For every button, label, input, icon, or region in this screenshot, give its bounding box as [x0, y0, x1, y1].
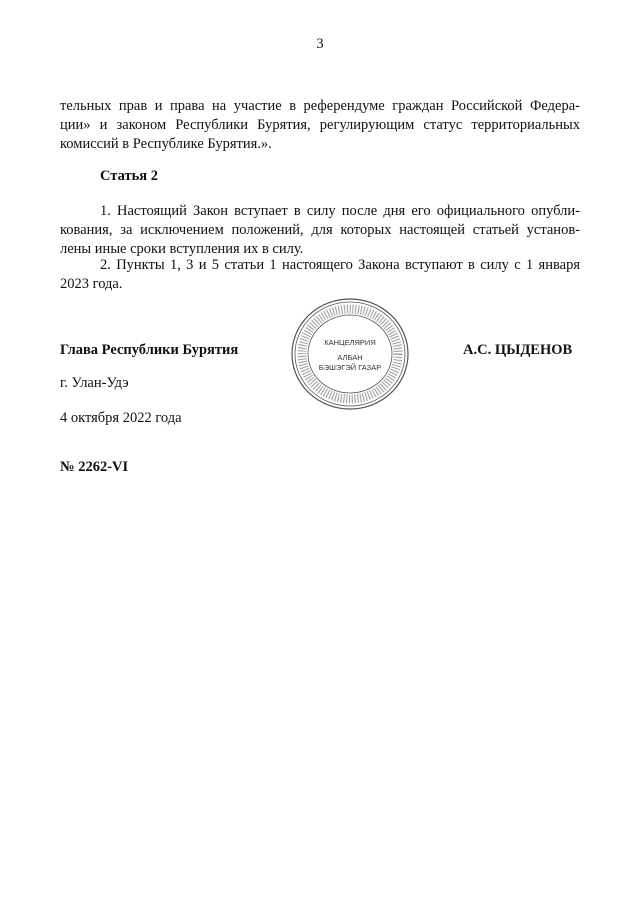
article-heading: Статья 2 — [100, 168, 158, 184]
seal-center-line-1: КАНЦЕЛЯРИЯ — [324, 338, 376, 347]
article-item-1 — [60, 202, 580, 259]
page-number: 3 — [316, 36, 324, 52]
signing-date: 4 октября 2022 года — [60, 410, 182, 426]
text-line: 1. Настоящий Закон вступает в силу после дня его официального опубли- — [100, 203, 580, 219]
signing-city: г. Улан-Удэ — [60, 375, 129, 391]
text-line: комиссий в Республике Бурятия.». — [60, 136, 272, 152]
official-seal-icon — [290, 297, 410, 411]
text-line: 2. Пункты 1, 3 и 5 статьи 1 настоящего Закона вступают в силу с 1 января — [100, 257, 580, 273]
text-line: ции» и законом Республики Бурятия, регулирующим статус территориальных — [60, 117, 580, 133]
text-line: тельных прав и права на участие в референдуме граждан Российской Федера- — [60, 98, 580, 114]
seal-center-line-3: БЭШЭГЭЙ ГАЗАР — [318, 363, 382, 372]
text-line: 2023 года. — [60, 276, 123, 292]
signatory-name: А.С. ЦЫДЕНОВ — [463, 342, 573, 358]
text-line: кования, за исключением положений, для которых настоящей статьей установ- — [60, 222, 580, 238]
seal-center-line-2: АЛБАН — [337, 353, 363, 362]
article-item-2 — [60, 256, 580, 294]
signatory-title: Глава Республики Бурятия — [60, 342, 239, 358]
paragraph-continuation — [60, 97, 580, 154]
text-line: лены иные сроки вступления их в силу. — [60, 241, 304, 257]
law-number: № 2262-VI — [60, 459, 129, 475]
